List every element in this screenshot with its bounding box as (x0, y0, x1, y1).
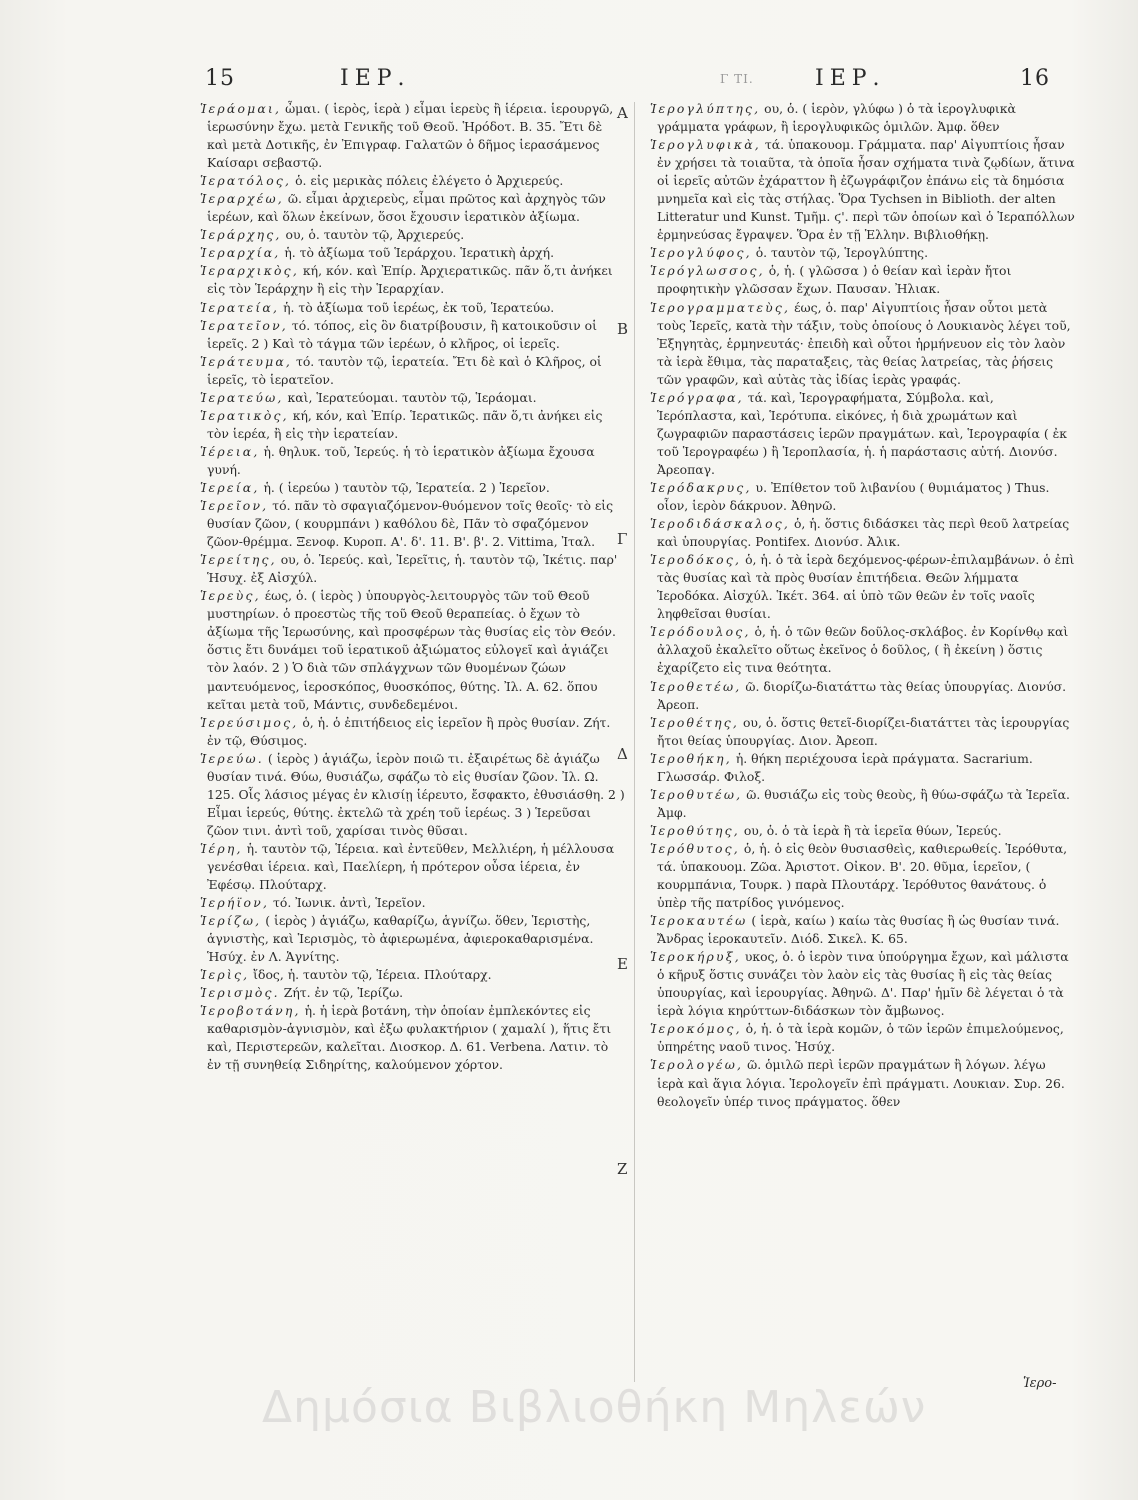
entry-definition: ὁ, ἡ. ὅστις διδάσκει τὰς περὶ θεοῦ λατρείας καὶ ὑπουργίας. Pontifex. Διονύσ. Ἀλικ. (657, 516, 1070, 550)
dictionary-entry (200, 407, 625, 443)
dictionary-entry (650, 244, 1075, 262)
entry-headword: Ἱεράτευμα, (200, 353, 293, 369)
entry-definition: ὁ. εἰς μερικὰς πόλεις ἐλέγετο ὁ Ἀρχιερεύς. (291, 173, 564, 189)
dictionary-entry (200, 244, 625, 262)
entry-headword: Ἱεροθυτέω, (650, 786, 743, 802)
entry-headword: Ἱερόγλωσσος, (650, 263, 765, 279)
entry-headword: Ἱερογλυφικὰ, (650, 137, 761, 153)
entry-definition: ὁ, ἡ. ὁ ἐπιτήδειος εἰς ἱερεῖον ἢ πρὸς θυσίαν. Ζήτ. ἐν τῷ, Θύσιμος. (207, 714, 611, 748)
dictionary-entry (650, 714, 1075, 750)
entry-headword: Ἱερόθυτος, (650, 840, 740, 856)
entry-definition: υ. Ἐπίθετον τοῦ λιβανίου ( θυμιάματος ) Thus. οἷον, ἱερὸν δάκρυον. Ἀθηνῶ. (657, 479, 1050, 514)
dictionary-entry (650, 1020, 1075, 1056)
dictionary-entry (200, 317, 625, 353)
entry-definition: ὁ. ταυτὸν τῷ, Ἱερογλύπτης. (751, 245, 929, 261)
dictionary-entry (200, 1002, 625, 1074)
entry-definition: τό. τόπος, εἰς ὃν διατρίβουσιν, ἢ κατοικοῦσιν οἱ ἱερεῖς. 2 ) Καὶ τὸ τάγμα τῶν ἱερέων, ὁ κλῆρος, οἱ ἱερεῖς. (207, 317, 597, 351)
entry-headword: Ἱεραρχικὸς, (200, 263, 299, 279)
entry-headword: Ἱεράρχης, (200, 227, 282, 243)
entry-definition: ἡ. ταυτὸν τῷ, Ἱέρεια. καὶ ἐντεῦθεν, Μελλιέρη, ἡ μέλλουσα γενέσθαι ἱέρεια. καὶ, Παελίερη, ἡ πρότερον οὖσα ἱέρεια, ἐν Ἐφέσῳ. Πλούταρχ. (207, 840, 615, 893)
entry-definition: ὦμαι. ( ἱερὸς, ἱερὰ ) εἶμαι ἱερεὺς ἢ ἱέρεια. ἱερουργῶ, ἱερωσύνην ἔχω. μετὰ Γενικῆς τοῦ Θεοῦ. Ἡρόδοτ. Β. 35. Ἔτι δὲ καὶ μετὰ Δοτικῆς, ἐν Ἐπιγραφ. Γαλατῶν ὁ δῆμος ἱερασάμενος Καίσαρι σεβαστῷ. (207, 101, 614, 171)
dictionary-entry (650, 299, 1075, 389)
entry-definition: ( ἱερὸς ) ἁγιάζω, ἱερὸν ποιῶ τι. ἐξαιρέτως δὲ ἁγιάζω θυσίαν τινά. Θύω, θυσιάζω, σφάζω τὸ εἰς θυσίαν ζῶον. Ἰλ. Ω. 125. Οἷς λάσιος μέγας ἐν κλισίῃ ἱέρευτο, ἔσφακτο, ἐθυσιάσθη. 2 ) Εἶμαι ἱερεύς, θύτης. ἐκτελῶ τὰ χρέη τοῦ ἱερέως. 3 ) Ἱερεῦσαι ζῶον τινι. ἀντὶ τοῦ, χαρίσαι τινὸς θῦσαι. (207, 750, 625, 838)
entry-headword: Ἱερίζω, (200, 913, 262, 929)
marginal-note: Γ ΤΙ. (720, 72, 754, 86)
dictionary-entry (200, 984, 625, 1002)
entry-definition: ἡ. ( ἱερεύω ) ταυτὸν τῷ, Ἱερατεία. 2 ) Ἱερεῖον. (259, 479, 550, 495)
entry-definition: ου, ὁ. ὁ τὰ ἱερὰ ἢ τὰ ἱερεῖα θύων, Ἱερεύς. (739, 822, 1002, 838)
entry-headword: Ἱερογλύφος, (650, 245, 752, 261)
dictionary-entry (650, 822, 1075, 840)
entry-definition: ὁ, ἡ. ( γλῶσσα ) ὁ θείαν καὶ ἱερὰν ἤτοι προφητικὴν γλῶσσαν ἔχων. Παυσαν. Ἠλιακ. (657, 263, 1012, 297)
entry-definition: ἡ. τὸ ἀξίωμα τοῦ ἱερέως, ἐκ τοῦ, Ἱερατεύω. (279, 299, 555, 315)
column-divider (634, 102, 635, 1382)
entry-headword: Ἱερόγραφα, (650, 389, 744, 405)
running-title-left: ΙΕΡ. (340, 66, 411, 91)
dictionary-entry (200, 190, 625, 226)
dictionary-entry (650, 136, 1075, 244)
dictionary-entry (650, 1056, 1075, 1110)
entry-definition: ὁ, ἡ. ὁ τὰ ἱερὰ κομῶν, ὁ τῶν ἱερῶν ἐπιμελούμενος, ὑπηρέτης ναοῦ τινος. Ἡσύχ. (657, 1021, 1064, 1055)
dictionary-entry (200, 172, 625, 190)
dictionary-entry (650, 262, 1075, 298)
dictionary-entry (650, 389, 1075, 479)
entry-headword: Ἱερόδουλος, (650, 624, 751, 640)
entry-definition: ου, ὁ. ὅστις θετεῖ-διορίζει-διατάττει τὰς ἱερουργίας ἤτοι θείας ὑπουργίας. Διον. Ἀρεοπ. (657, 714, 1070, 748)
dictionary-entry (650, 948, 1075, 1020)
entry-headword: Ἱεραρχέω, (200, 191, 284, 207)
entry-definition: ( ἱερὰ, καίω ) καίω τὰς θυσίας ἢ ὡς θυσίαν τινά. Ἄνδρας ἱεροκαυτεῖν. Διόδ. Σικελ. Κ. 65. (657, 913, 1060, 947)
entry-headword: Ἱεροθέτης, (650, 714, 740, 730)
entry-headword: Ἱεροθύτης, (650, 822, 740, 838)
entry-headword: Ἱερογλύπτης, (650, 101, 761, 116)
entry-definition: τό. πᾶν τὸ σφαγιαζόμενον-θυόμενον τοῖς θεοῖς· τὸ εἰς θυσίαν ζῶον, ( κουρμπάνι ) καθόλου δὲ, Πᾶν τὸ σφαζόμενον ζῶον-θρέμμα. Ξενοφ. Κυροπ. Α'. δ'. 11. Β'. β'. 2. Vittima, Ἰταλ. (207, 498, 614, 550)
entry-definition: ῶ. εἶμαι ἀρχιερεὺς, εἶμαι πρῶτος καὶ ἀρχηγὸς τῶν ἱερέων, καὶ ὅλων ἐκείνων, ὅσοι ἔχουσιν ἱερατικὸν ἀξίωμα. (207, 191, 606, 225)
entry-headword: Ἱερεία, (200, 479, 260, 495)
dictionary-entry (200, 750, 625, 840)
dictionary-entry (650, 786, 1075, 822)
entry-definition: υκος, ὁ. ὁ ἱερὸν τινα ὑπούργημα ἔχων, καὶ μάλιστα ὁ κῆρυξ ὅστις συνάζει τὸν λαὸν εἰς τὰς θυσίας ἢ εἰς τὰς θείας ὑπουργίας, καὶ ἱερουργίας. Ἀθηνῶ. Δ'. Παρ' ἡμῖν δὲ λέγεται ὁ τὰ ἱερὰ λόγια κηρύττων-διδάσκων τὸν ἄμβωνος. (657, 949, 1069, 1019)
dictionary-entry (200, 479, 625, 497)
entry-headword: Ἱερεὺς, (200, 588, 261, 604)
entry-headword: Ἱερατικὸς, (200, 407, 289, 423)
dictionary-entry (200, 353, 625, 389)
entry-headword: Ἱερεύω. (200, 750, 264, 766)
entry-headword: Ἱεροθήκη, (650, 750, 732, 766)
library-watermark: Δημόσια Βιβλιοθήκη Μηλεών (262, 1382, 927, 1433)
entry-headword: Ἱεροκόμος, (650, 1021, 742, 1037)
entry-definition: Ζήτ. ἐν τῷ, Ἱερίζω. (279, 985, 404, 1001)
entry-definition: έως, ὁ. παρ' Αἰγυπτίοις ἦσαν οὗτοι μετὰ τοὺς Ἱερεῖς, κατὰ τὴν τάξιν, τοὺς ὁποίους ὁ Λουκιανὸς λέγει τοῦ, Ἐξηγητὰς, ἑρμηνευτάς· ἐπειδὴ καὶ οὗτοι ἡρμήνευον εἰς τὸν λαὸν τὰ ἱερὰ ἔθιμα, τὰς παραταξεις, τὰς θείας λατρείας, τὰς ῥήσεις τῶν γραφῶν, καὶ αὐτὰς τὰς ἰδίας ἱερὰς γραφάς. (657, 299, 1071, 387)
entry-definition: ἡ. ἡ ἱερὰ βοτάνη, τὴν ὁποίαν ἐμπλεκόντες εἰς καθαρισμὸν-ἁγνισμὸν, καὶ ἐξω φυλακτήριον ( χαμαλί ), ἥτις ἔτι καὶ, Περιστερεῶν, καλεῖται. Διοσκορ. Δ. 61. Verbena. Λατιν. τὸ ἐν τῇ συνηθείᾳ Σιδηρίτης, καλούμενον χόρτον. (207, 1003, 612, 1073)
entry-headword: Ἱεροδιδάσκαλος, (650, 516, 791, 532)
entry-headword: Ἱεροκαυτέω (650, 913, 748, 929)
page-number-right: 16 (1020, 66, 1050, 91)
entry-headword: Ἱερατεία, (200, 299, 280, 315)
left-column (200, 100, 628, 1370)
entry-definition: ῶ. θυσιάζω εἰς τοὺς θεοὺς, ἢ θύω-σφάζω τὰ Ἱερεῖα. Ἀμφ. (657, 786, 1070, 820)
dictionary-entry (650, 750, 1075, 786)
entry-definition: ὁ, ἡ. ὁ τῶν θεῶν δοῦλος-σκλάβος. ἐν Κορίνθῳ καὶ ἀλλαχοῦ ἐκαλεῖτο οὕτως ἐκεῖνος ὁ δοῦλος, ( ἢ ἐκείνη ) ὅστις ἐχαρίζετο εἰς τινα θεότητα. (657, 624, 1069, 676)
entry-definition: τό. Ἰωνικ. ἀντὶ, Ἱερεῖον. (269, 895, 426, 911)
entry-headword: Ἱερολογέω, (650, 1057, 744, 1073)
dictionary-entry (200, 100, 625, 172)
section-letter: Ε (617, 955, 628, 973)
running-title-right: ΙΕΡ. (815, 66, 886, 91)
entry-definition: έως, ὁ. ( ἱερὸς ) ὑπουργὸς-λειτουργὸς τῶν τοῦ Θεοῦ μυστηρίων. ὁ προεστὼς τῆς τοῦ Θεοῦ θεραπείας. ὁ ἔχων τὸ ἀξίωμα τῆς Ἱερωσύνης, καὶ προσφέρων τὰς θυσίας εἰς τὸν Θεόν. ὅστις ἔτι δυνάμει τοῦ ἱερατικοῦ ἀξιώματος εὐλογεῖ καὶ ἁγιάζει τὸν λαόν. 2 ) Ὁ διὰ τῶν σπλάγχνων τῶν θυομένων ζώων μαντευόμενος, ἱεροσκόπος, θυοσκόπος, θύτης. Ἰλ. Α. 62. ὅπου κεῖται μετὰ τοῦ, Μάντις, συνδεδεμένοι. (207, 588, 616, 712)
entry-headword: Ἱερείτης, (200, 552, 277, 568)
entry-definition: ὁ, ἡ. ὁ εἰς θεὸν θυσιασθεὶς, καθιερωθείς. Ἱερόθυτα, τά. ὑπακουομ. Ζῶα. Ἀριστοτ. Οἰκον. Β'. 20. θῦμα, ἱερεῖον, ( κουρμπάνια, Τουρκ. ) παρὰ Πλουτάρχ. Ἱερόθυτος θανάτους. ὁ ὑπὲρ τῆς πατρίδος γινόμενος. (657, 840, 1068, 911)
dictionary-entry (200, 551, 625, 587)
entry-definition: ου, ὁ. ( ἱερὸν, γλύφω ) ὁ τὰ ἱερογλυφικὰ γράμματα γράφων, ἢ ἱερογλυφικῶς ὁμιλῶν. Ἀμφ. ὅθεν (657, 101, 1016, 135)
dictionary-entry (200, 262, 625, 298)
entry-headword: Ἱεροβοτάνη, (200, 1003, 301, 1019)
dictionary-entry (650, 551, 1075, 623)
dictionary-entry (200, 443, 625, 479)
entry-definition: τά. καὶ, Ἱερογραφήματα, Σύμβολα. καὶ, Ἱερόπλαστα, καὶ, Ἱερότυπα. εἰκόνες, ἡ διὰ χρωμάτων καὶ ζωγραφιῶν παραστάσεις ἱερῶν πραγμάτων. καὶ, Ἱερογραφία ( ἐκ τοῦ Ἱερογραφέω ) ἢ Ἱεροπλασία, ἡ. ἡ παράστασις αὐτή. Διονύσ. Ἀρεοπαγ. (657, 389, 1067, 477)
dictionary-entry (200, 912, 625, 966)
dictionary-entry (650, 840, 1075, 912)
section-letter: Δ (617, 745, 628, 763)
entry-headword: Ἱεροκήρυξ, (650, 949, 741, 965)
dictionary-entry (200, 894, 625, 912)
dictionary-entry (200, 840, 625, 894)
entry-headword: Ἱερατεῖον, (200, 317, 288, 333)
section-letter: Ζ (617, 1160, 628, 1178)
dictionary-entry (650, 515, 1075, 551)
dictionary-entry (650, 678, 1075, 714)
dictionary-entry (200, 714, 625, 750)
entry-headword: Ἱερατεύω, (200, 389, 284, 405)
dictionary-entry (200, 226, 625, 244)
entry-definition: τό. ταυτὸν τῷ, ἱερατεία. Ἔτι δὲ καὶ ὁ Κλῆρος, οἱ ἱερεῖς, τὸ ἱερατεῖον. (207, 353, 602, 387)
entry-definition: ῶ. διορίζω-διατάττω τὰς θείας ὑπουργίας. Διονύσ. Ἀρεοπ. (657, 678, 1067, 712)
dictionary-entry (200, 389, 625, 407)
entry-headword: Ἱέρεια, (200, 443, 260, 459)
entry-headword: Ἱεράομαι, (200, 101, 282, 116)
entry-headword: Ἱεροθετέω, (650, 678, 742, 694)
entry-definition: τά. ὑπακουομ. Γράμματα. παρ' Αἰγυπτίοις ἦσαν ἐν χρήσει τὰ τοιαῦτα, τὰ ὁποῖα ἦσαν σχήματα τινὰ ζῳδίων, ἅτινα οἱ ἱερεῖς αὐτῶν ἐχάραττον ἢ ἐζωγράφιζον ἐπάνω εἰς τὰ δημόσια μνημεῖα καὶ εἰς τὰς στήλας. Ὅρα Tychsen in Biblioth. der alten Litteratur und Kunst. Τμῆμ. ϛ'. περὶ τῶν ὁποίων καὶ ὁ Ἱεραπόλλων ἑρμηνεύσας ἔγραψεν. Ὅρα ἐν τῇ Ἑλλην. Βιβλιοθήκῃ. (657, 137, 1075, 243)
entry-headword: Ἱερεῖον, (200, 498, 269, 514)
dictionary-entry (650, 912, 1075, 948)
entry-headword: Ἱερισμὸς. (200, 985, 280, 1001)
entry-headword: Ἱερήϊον, (200, 895, 270, 911)
entry-headword: Ἱεροδόκος, (650, 552, 742, 568)
entry-definition: κή, κόν, καὶ Ἐπίρ. Ἱερατικῶς. πᾶν ὅ,τι ἀνήκει εἰς τὸν ἱερέα, ἢ εἰς τὴν ἱερατείαν. (207, 407, 603, 441)
section-letter: Α (617, 104, 628, 122)
entry-headword: Ἱερογραμματεὺς, (650, 299, 791, 315)
entry-headword: Ἱερόδακρυς, (650, 479, 752, 495)
entry-definition: ( ἱερὸς ) ἁγιάζω, καθαρίζω, ἁγνίζω. ὅθεν, Ἱεριστὴς, ἁγνιστὴς, καὶ Ἱερισμὸς, τὸ ἀφιερωμένα, ἀφιεροκαθαρισμένα. Ἡσύχ. ἐν Λ. Ἁγνίτης. (207, 913, 594, 965)
section-letter: Β (617, 320, 629, 338)
catchword: Ἱερο- (1023, 1376, 1057, 1391)
dictionary-entry (650, 100, 1075, 136)
dictionary-entry (650, 479, 1075, 515)
entry-definition: καὶ, Ἱερατεύομαι. ταυτὸν τῷ, Ἱεράομαι. (283, 389, 537, 405)
entry-definition: ἡ. θηλυκ. τοῦ, Ἱερεύς. ἡ τὸ ἱερατικὸν ἀξίωμα ἔχουσα γυνή. (207, 443, 595, 477)
dictionary-entry (200, 966, 625, 984)
dictionary-entry (200, 299, 625, 317)
entry-headword: Ἱερεύσιμος, (200, 714, 299, 730)
right-column (650, 100, 1075, 1370)
section-letter: Γ (617, 530, 628, 548)
dictionary-entry (200, 587, 625, 713)
entry-headword: Ἱερὶς, (200, 967, 250, 983)
entry-headword: Ἱέρη, (200, 840, 243, 856)
entry-headword: Ἱεραρχία, (200, 245, 281, 261)
entry-definition: ἡ. τὸ ἀξίωμα τοῦ Ἱεράρχου. Ἱερατικὴ ἀρχή. (280, 245, 555, 261)
entry-definition: ῶ. ὁμιλῶ περὶ ἱερῶν πραγμάτων ἢ λόγων. λέγω ἱερὰ καὶ ἅγια λόγια. Ἱερολογεῖν ἐπὶ πράγματι. Λουκιαν. Συρ. 26. θεολογεῖν ὑπέρ τινος πράγματος. ὅθεν (657, 1057, 1065, 1109)
entry-definition: ου, ὁ. ταυτὸν τῷ, Ἀρχιερεύς. (281, 227, 465, 243)
entry-headword: Ἱερατόλος, (200, 173, 292, 189)
entry-definition: ἴδος, ἡ. ταυτὸν τῷ, Ἱέρεια. Πλούταρχ. (249, 967, 492, 983)
dictionary-entry (650, 623, 1075, 677)
entry-definition: ου, ὁ. Ἱερεύς. καὶ, Ἱερεῖτις, ἡ. ταυτὸν τῷ, Ἱκέτις. παρ' Ἡσυχ. ἐξ Αἰσχύλ. (207, 552, 618, 586)
page-number-left: 15 (205, 66, 235, 91)
entry-definition: ὁ, ἡ. ὁ τὰ ἱερὰ δεχόμενος-φέρων-ἐπιλαμβάνων. ὁ ἐπὶ τὰς θυσίας καὶ τὰ πρὸς θυσίαν ἐπιτήδεια. Θεῶν λήμματα Ἱεροδόκα. Αἰσχύλ. Ἱκέτ. 364. αἱ ὑπὸ τῶν θεῶν ἐν τοῖς ναοῖς ληφθεῖσαι θυσίαι. (657, 552, 1075, 622)
entry-definition: ἡ. θήκη περιέχουσα ἱερὰ πράγματα. Sacrarium. Γλωσσάρ. Φιλοξ. (657, 750, 1033, 784)
dictionary-entry (200, 497, 628, 551)
entry-definition: κή, κόν. καὶ Ἐπίρ. Ἀρχιερατικῶς. πᾶν ὅ,τι ἀνήκει εἰς τὸν Ἱεράρχην ἢ εἰς τὴν Ἱεραρχίαν. (207, 263, 613, 297)
